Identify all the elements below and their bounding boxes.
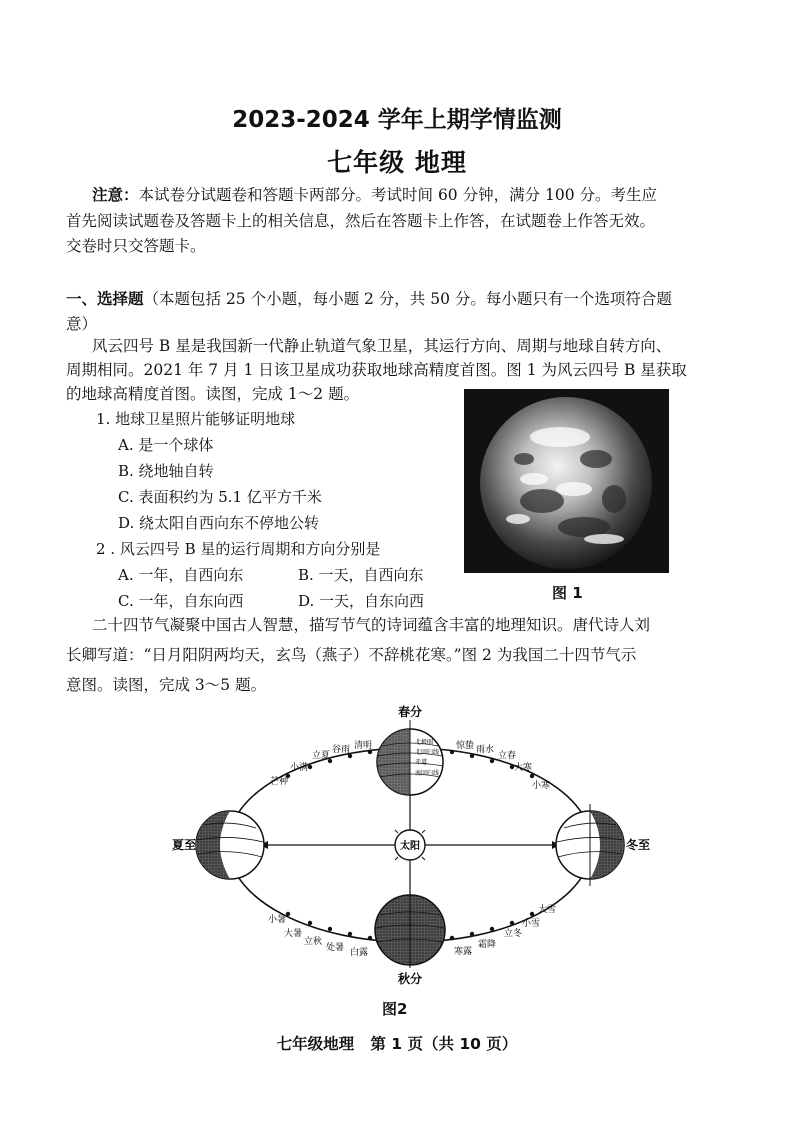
- term-chushu: 处暑: [326, 943, 345, 953]
- term-qingming: 清明: [354, 741, 373, 751]
- question-1-option-c: C. 表面积约为 5.1 亿平方千米: [118, 488, 322, 506]
- section-heading-label: 一、选择题: [66, 290, 144, 308]
- globe-label-tropic-capricorn: 南回归线: [415, 770, 440, 777]
- question-2-option-c: C. 一年，自东向西: [118, 592, 244, 610]
- question-2-option-d: D. 一天，自东向西: [298, 592, 425, 610]
- question-2-stem: 2 . 风云四号 B 星的运行周期和方向分别是: [96, 540, 381, 558]
- term-liqiu: 立秋: [304, 937, 323, 947]
- term-jingzhe: 惊蛰: [456, 741, 475, 751]
- term-xiaoman: 小满: [290, 763, 309, 773]
- label-spring-equinox: 春分: [397, 705, 423, 719]
- passage1-line-3: 的地球高精度首图。读图，完成 1～2 题。: [66, 385, 360, 403]
- term-bailu: 白露: [350, 948, 369, 958]
- solar-terms-diagram: [170, 700, 650, 990]
- globe-label-arctic: 北极圈: [415, 739, 434, 746]
- figure-1-caption: 图 1: [552, 584, 583, 602]
- sun-label: 太阳: [400, 841, 420, 852]
- term-xiaoshu: 小暑: [268, 915, 287, 925]
- term-xiaoxue: 小雪: [522, 919, 541, 929]
- globe-winter: [556, 804, 624, 886]
- term-lichun: 立春: [498, 751, 517, 761]
- earth-satellite-photo: [464, 389, 669, 573]
- term-lixia: 立夏: [312, 751, 331, 761]
- exam-subject: 七年级 地理: [327, 148, 467, 177]
- section-desc-2: 意）: [66, 315, 98, 333]
- notice-line-1: [92, 183, 732, 208]
- passage2-line-1: 二十四节气凝聚中国古人智慧，描写节气的诗词蕴含丰富的地理知识。唐代诗人刘: [92, 616, 651, 634]
- figure-2-caption: 图2: [382, 1000, 408, 1018]
- term-dashu: 大暑: [284, 929, 303, 939]
- globe-summer: [196, 811, 264, 879]
- notice-line-3: 交卷时只交答题卡。: [66, 237, 206, 255]
- exam-title: 2023-2024 学年上期学情监测: [232, 107, 562, 133]
- term-shuangjiang: 霜降: [478, 940, 497, 950]
- globe-autumn: [375, 886, 445, 968]
- section-desc-1: （本题包括 25 个小题，每小题 2 分，共 50 分。每小题只有一个选项符合题: [143, 290, 672, 308]
- question-2-option-b: B. 一天，自西向东: [298, 566, 424, 584]
- passage2-line-3: 意图。读图，完成 3～5 题。: [66, 676, 267, 694]
- globe-label-tropic-cancer: 北回归线: [415, 749, 440, 756]
- passage1-line-1: 风云四号 B 星是我国新一代静止轨道气象卫星，其运行方向、周期与地球自转方向、: [92, 337, 672, 355]
- term-guyu: 谷雨: [332, 745, 351, 755]
- question-1-option-a: A. 是一个球体: [118, 436, 214, 454]
- question-1-option-b: B. 绕地轴自转: [118, 462, 214, 480]
- label-summer-solstice: 夏至: [172, 838, 197, 852]
- passage2-line-2: 长卿写道：“日月阳阴两均天，玄鸟（燕子）不辞桃花寒。”图 2 为我国二十四节气示: [66, 646, 637, 664]
- term-daxue: 大雪: [538, 905, 557, 915]
- term-xiaohan: 小寒: [532, 781, 551, 791]
- term-mangzhong: 芒种: [270, 777, 289, 787]
- question-2-option-a: A. 一年，自西向东: [118, 566, 244, 584]
- term-yushui: 雨水: [476, 745, 495, 755]
- label-autumn-equinox: 秋分: [397, 972, 423, 986]
- notice-text-1: 本试卷分试题卷和答题卡两部分。考试时间 60 分钟，满分 100 分。考生应: [138, 186, 658, 204]
- passage1-line-2: 周期相同。2021 年 7 月 1 日该卫星成功获取地球高精度首图。图 1 为风云四号 B 星获取: [66, 361, 687, 379]
- term-hanlu: 寒露: [454, 947, 473, 957]
- question-1-option-d: D. 绕太阳自西向东不停地公转: [118, 514, 320, 532]
- page-footer: 七年级地理 第 1 页（共 10 页）: [276, 1035, 518, 1053]
- term-dahan: 大寒: [514, 763, 533, 773]
- label-winter-solstice: 冬至: [626, 838, 650, 852]
- notice-line-2: 首先阅读试题卷及答题卡上的相关信息，然后在答题卡上作答，在试题卷上作答无效。: [66, 212, 656, 230]
- question-1-stem: 1. 地球卫星照片能够证明地球: [96, 410, 296, 428]
- globe-label-equator: 赤道: [415, 759, 428, 766]
- section-heading: [66, 287, 746, 312]
- globe-spring: [377, 720, 443, 804]
- term-lidong: 立冬: [504, 929, 523, 939]
- notice-label: 注意：: [92, 186, 139, 204]
